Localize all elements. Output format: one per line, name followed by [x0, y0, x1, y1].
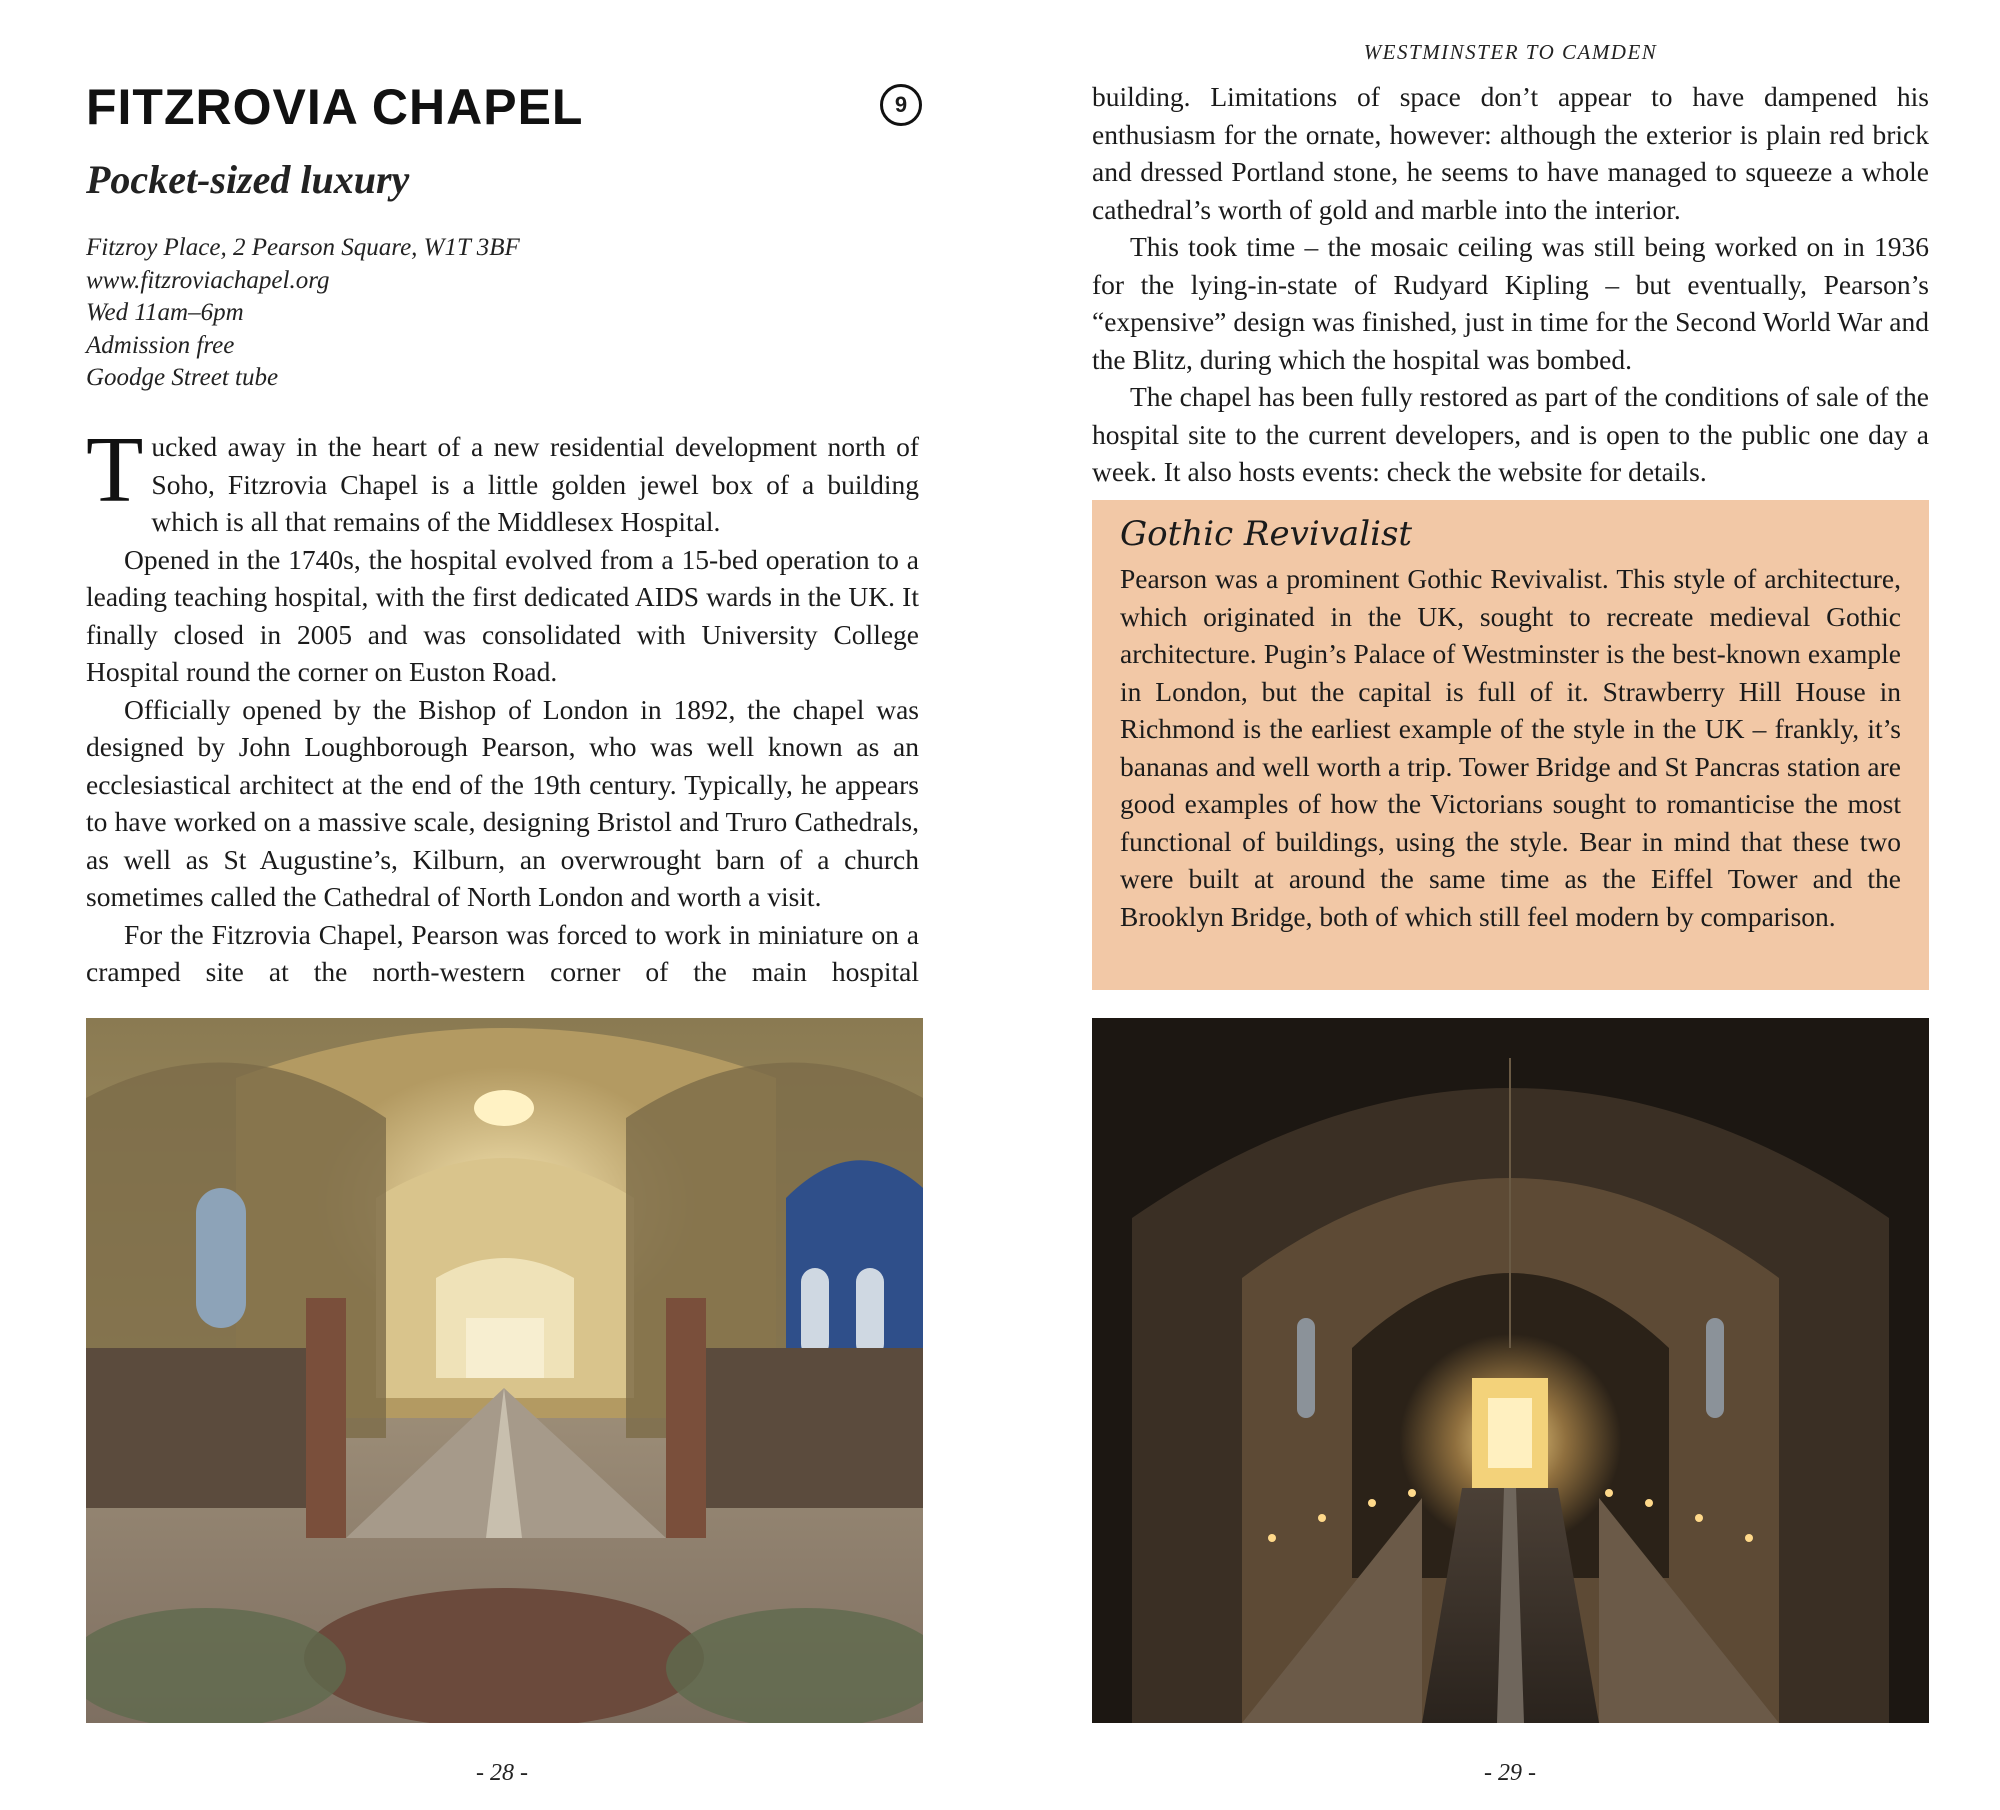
right-page: [1000, 0, 2000, 1810]
chapel-interior-photo: [86, 1018, 923, 1723]
body-paragraph: Officially opened by the Bishop of London in 1892, the chapel was designed by John Loughborough Pearson, who was well known as an ecclesiastical architect at the end of the 19th century. Typically, he appears to have worked on a massive scale, designing Bristol and Truro Cathedrals, as well as St Augustine’s, Kilburn, an overwrought barn of a church sometimes called the Cathedral of North London and worth a visit.: [86, 693, 919, 912]
page-number: - 28 -: [476, 1760, 528, 1786]
body-paragraph: [86, 418, 919, 541]
body-paragraph: Opened in the 1740s, the hospital evolved from a 15-bed operation to a leading teaching hospital, with the first dedicated AIDS wards in the UK. It finally closed in 2005 and was consolidated with University College Hospital round the corner on Euston Road.: [86, 543, 919, 687]
body-paragraph: For the Fitzrovia Chapel, Pearson was forced to work in miniature on a cramped site at the north-western corner of the main hospital: [86, 918, 919, 987]
entry-number: 9: [894, 92, 908, 117]
venue-transport: Goodge Street tube: [86, 364, 279, 391]
right-body-text: [1092, 78, 1929, 491]
page-number: - 29 -: [1484, 1760, 1536, 1786]
venue-admission: Admission free: [86, 331, 235, 359]
sidebar-text: Pearson was a prominent Gothic Revivalist. This style of architecture, which originated in the UK, sought to recreate medieval Gothic architecture. Pugin’s Palace of Westminster is the best-known example in London, but the capital is full of it. Strawberry Hill House in Richmond is the earliest example of the style in the UK – frankly, it’s bananas and well worth a trip. Tower Bridge and St Pancras station are good examples of how the Victorians sought to romanticise the most functional of buildings, using the style. Bear in mind that these two were built at around the same time as the Eiffel Tower and the Brooklyn Bridge, both of which still feel modern by comparison.: [1120, 563, 1901, 932]
running-head: WESTMINSTER TO CAMDEN: [1363, 40, 1658, 64]
entry-number-badge: [880, 84, 922, 126]
venue-info-list: [86, 232, 520, 395]
body-paragraph: The chapel has been fully restored as part of the conditions of sale of the hospital site to the current developers, and is open to the public one day a week. It also hosts events: check the website for details.: [1092, 381, 1929, 487]
venue-hours: Wed 11am–6pm: [86, 299, 244, 326]
venue-website: www.fitzroviachapel.org: [86, 266, 330, 294]
paragraph-text: ucked away in the heart of a new residential development north of Soho, Fitzrovia Chapel is a little golden jewel box of a building which is all that remains of the Middlesex Hospital.: [151, 431, 919, 537]
drop-cap: T: [86, 418, 144, 522]
sidebar-heading: Gothic Revivalist: [1120, 514, 1413, 554]
sidebar-box: [1092, 500, 1929, 990]
left-body-text: [86, 418, 919, 991]
page-title: FITZROVIA CHAPEL: [86, 79, 584, 135]
page-subtitle: Pocket-sized luxury: [86, 157, 410, 202]
body-paragraph: building. Limitations of space don’t appear to have dampened his enthusiasm for the ornate, however: although the exterior is plain red brick and dressed Portland stone, he seems to have managed to squeeze a whole cathedral’s worth of gold and marble into the interior.: [1092, 81, 1929, 225]
venue-address: Fitzroy Place, 2 Pearson Square, W1T 3BF: [86, 234, 520, 261]
chapel-nave-photo: [1092, 1018, 1929, 1723]
body-paragraph: This took time – the mosaic ceiling was still being worked on in 1936 for the lying-in-state of Rudyard Kipling – but eventually, Pearson’s “expensive” design was finished, just in time for the Second World War and the Blitz, during which the hospital was bombed.: [1092, 231, 1929, 375]
